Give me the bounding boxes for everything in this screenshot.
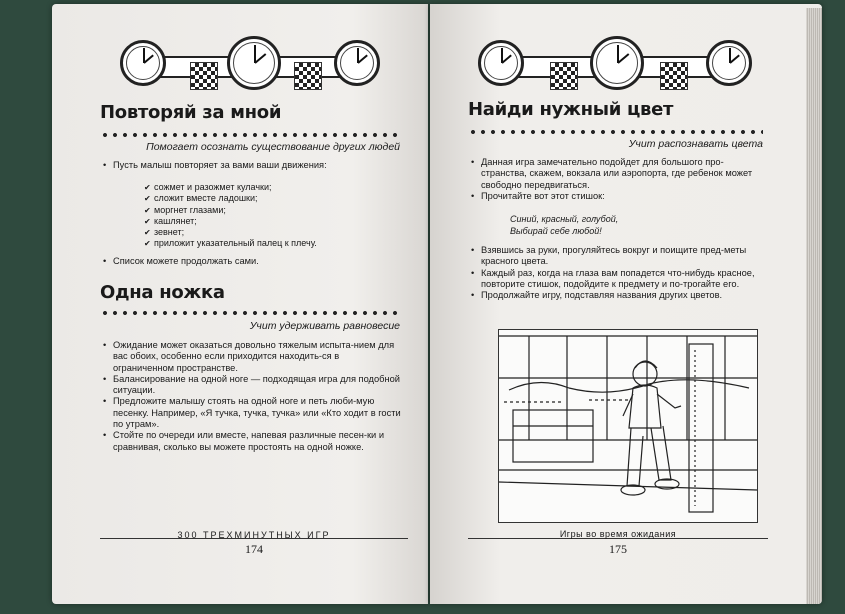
child-at-window-illustration: [498, 329, 758, 523]
list-item: • Ожидание может оказаться довольно тяжелым испыта-нием для вас обоих, особенно если приходится находить-ся в ограниченном пространстве.: [102, 340, 402, 374]
list-item: ✔ сложит вместе ладошки;: [144, 193, 394, 204]
list-item: ✔ зевнет;: [144, 227, 394, 238]
list-item: ✔ кашлянет;: [144, 216, 394, 227]
illustration-drawing: [499, 330, 757, 522]
list-item: ✔ моргнет глазами;: [144, 205, 394, 216]
poem-line: Выбирай себе любой!: [510, 225, 602, 236]
dotted-divider: [100, 132, 400, 138]
section-bullets: [470, 157, 760, 202]
section-intro: [102, 160, 402, 171]
section-outro: [102, 256, 402, 267]
page-number: 175: [609, 542, 627, 556]
dotted-divider: [468, 129, 763, 135]
action-checklist: [144, 182, 394, 250]
dotted-divider: [100, 310, 400, 316]
open-book: [52, 4, 822, 610]
section-bullets: [102, 340, 402, 453]
section-title: Повторяй за мной: [100, 102, 282, 123]
list-item: • Взявшись за руки, прогуляйтесь вокруг и поищите пред-меты красного цвета.: [470, 245, 760, 268]
list-item: ✔ сожмет и разожмет кулачки;: [144, 182, 394, 193]
poem-line: Синий, красный, голубой,: [510, 214, 619, 224]
left-page: [52, 4, 428, 604]
list-item: • Данная игра замечательно подойдет для большого про-странства, скажем, вокзала или аэропорта, где ребенок может свободно передвигаться.: [470, 157, 760, 191]
alarm-clocks-banner-icon: [470, 34, 760, 94]
section-subtitle: Учит удерживать равновесие: [249, 320, 400, 332]
running-footer: Игры во время ожидания: [559, 529, 677, 539]
list-item: • Каждый раз, когда на глаза вам попадется что-нибудь красное, повторите стишок, подойдите к предмету и по-трогайте его.: [470, 268, 760, 291]
page-edges: [806, 8, 822, 604]
section-subtitle: Учит распознавать цвета: [628, 138, 763, 150]
section-bullets: [470, 245, 760, 301]
list-item: • Стойте по очереди или вместе, напевая различные песен-ки и сравнивая, сколько вы можете простоять на одной ножке.: [102, 430, 402, 453]
section-title: Одна ножка: [100, 282, 225, 303]
running-footer: 300 ТРЕХМИНУТНЫХ ИГР: [177, 530, 331, 540]
section-subtitle: Помогает осознать существование других людей: [146, 141, 400, 153]
list-item: • Список можете продолжать сами.: [102, 256, 402, 267]
list-item: • Пусть малыш повторяет за вами ваши движения:: [102, 160, 402, 171]
section-title: Найди нужный цвет: [468, 99, 674, 120]
list-item: ✔ приложит указательный палец к плечу.: [144, 238, 394, 249]
list-item: • Продолжайте игру, подставляя названия других цветов.: [470, 290, 760, 301]
poem: [510, 214, 730, 237]
right-page: [430, 4, 822, 604]
list-item: • Прочитайте вот этот стишок:: [470, 191, 760, 202]
alarm-clocks-banner-icon: [112, 34, 382, 94]
page-number: 174: [245, 542, 263, 556]
list-item: • Предложите малышу стоять на одной ноге и петь люби-мую песенку. Например, «Я тучка, тучка, тучка» или «Кто ходит в гости по утрам».: [102, 396, 402, 430]
list-item: • Балансирование на одной ноге — подходящая игра для подобной ситуации.: [102, 374, 402, 397]
